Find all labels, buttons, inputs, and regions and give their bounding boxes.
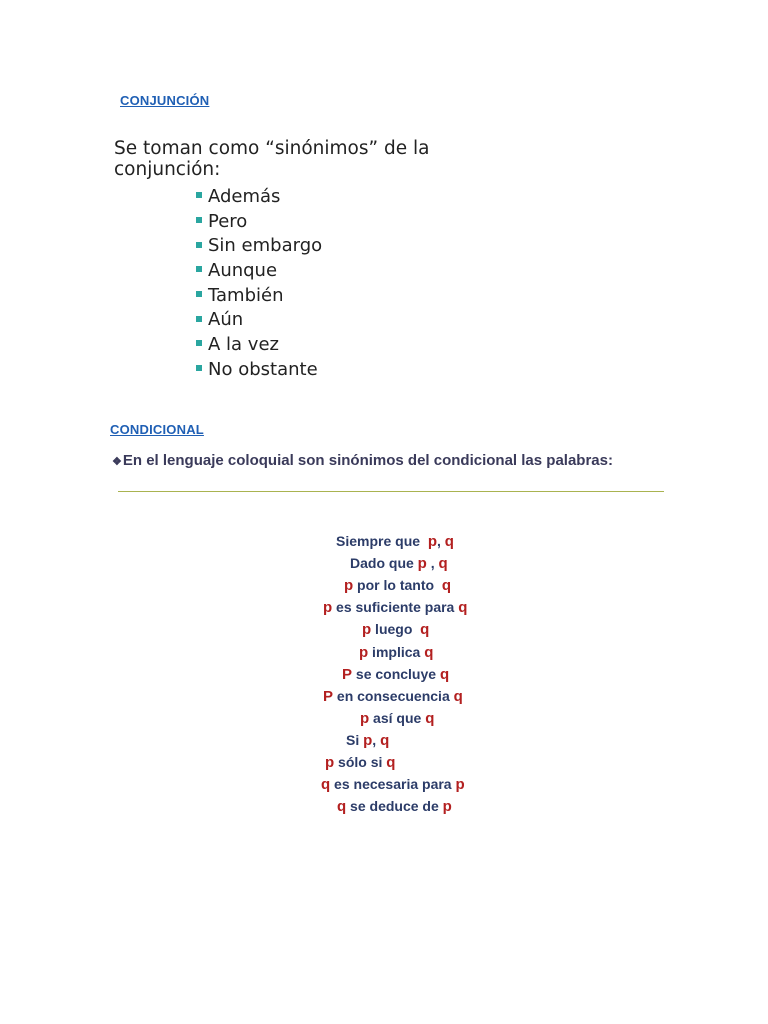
synonym-text: en consecuencia xyxy=(333,687,454,704)
conjuncion-intro-text: Se toman como “sinónimos” de la conjunción: xyxy=(114,138,430,180)
square-bullet-icon xyxy=(196,365,202,371)
condicional-synonym-row xyxy=(359,643,433,662)
synonym-text: Dado que xyxy=(350,555,418,572)
condicional-synonym-row xyxy=(337,797,452,816)
variable-symbol: p xyxy=(344,577,354,595)
variable-symbol: q xyxy=(424,643,434,661)
square-bullet-icon xyxy=(196,291,202,297)
variable-symbol: q xyxy=(439,665,450,683)
synonym-text: , xyxy=(426,555,439,572)
conjuncion-item-label: También xyxy=(208,284,284,306)
variable-symbol: P xyxy=(323,687,334,705)
variable-symbol: p xyxy=(363,731,373,749)
condicional-synonym-row xyxy=(346,731,389,750)
condicional-synonym-row xyxy=(362,620,429,639)
conjuncion-list-item xyxy=(196,259,444,284)
conjuncion-list-item xyxy=(196,358,444,383)
condicional-synonym-row xyxy=(323,687,463,706)
synonym-text: así que xyxy=(369,709,426,726)
synonym-text: por lo tanto xyxy=(353,577,442,594)
conjuncion-list-item xyxy=(196,210,444,235)
conjuncion-item-label: No obstante xyxy=(208,358,318,380)
variable-symbol: q xyxy=(386,754,396,771)
conjuncion-item-label: A la vez xyxy=(208,334,279,356)
variable-symbol: q xyxy=(337,798,347,816)
synonym-text: se deduce de xyxy=(346,798,443,815)
synonym-text: implica xyxy=(368,643,425,660)
condicional-heading-link[interactable]: CONDICIONAL xyxy=(110,422,204,437)
synonym-text: es necesaria para xyxy=(330,776,456,793)
conjuncion-item-label: Aunque xyxy=(208,260,278,282)
variable-symbol: q xyxy=(380,731,390,749)
synonym-text: Si xyxy=(346,731,364,748)
conjuncion-list-item xyxy=(196,333,444,358)
diamond-bullet-icon: ❖ xyxy=(112,456,122,468)
variable-symbol: p xyxy=(362,621,372,639)
synonym-text: Siempre que xyxy=(336,533,428,549)
divider-line xyxy=(118,491,664,492)
condicional-synonym-row xyxy=(350,554,448,573)
conjuncion-item-label: Aún xyxy=(208,309,244,331)
synonym-text: se concluye xyxy=(352,665,440,682)
synonym-text: , xyxy=(436,533,445,549)
conjuncion-item-label: Sin embargo xyxy=(208,235,323,257)
condicional-synonym-row xyxy=(344,576,451,595)
square-bullet-icon xyxy=(196,340,202,346)
condicional-synonym-row xyxy=(321,775,465,794)
variable-symbol: p xyxy=(427,533,437,550)
square-bullet-icon xyxy=(196,242,202,248)
conjuncion-item-label: Además xyxy=(208,186,281,207)
conjuncion-list-item xyxy=(196,234,444,259)
variable-symbol: q xyxy=(444,533,454,550)
synonym-text: luego xyxy=(371,621,421,638)
variable-symbol: q xyxy=(438,555,448,573)
variable-symbol: p xyxy=(442,798,452,816)
variable-symbol: p xyxy=(455,776,465,794)
variable-symbol: p xyxy=(325,754,335,771)
conjuncion-list-item xyxy=(196,185,444,210)
conjuncion-list-item xyxy=(196,284,444,309)
variable-symbol: p xyxy=(359,643,369,661)
variable-symbol: q xyxy=(420,621,430,639)
synonym-text: sólo si xyxy=(334,754,387,770)
condicional-intro-text: En el lenguaje coloquial son sinónimos del condicional las palabras: xyxy=(122,452,613,469)
square-bullet-icon xyxy=(196,217,202,223)
synonym-text: es suficiente para xyxy=(332,599,459,616)
conjuncion-item-label: Pero xyxy=(208,210,248,232)
condicional-synonym-row xyxy=(360,709,434,728)
conjuncion-slide xyxy=(114,138,444,383)
square-bullet-icon xyxy=(196,266,202,272)
variable-symbol: p xyxy=(323,599,333,617)
variable-symbol: q xyxy=(453,687,463,705)
condicional-intro xyxy=(112,452,613,469)
variable-symbol: q xyxy=(441,577,451,595)
conjuncion-heading-link[interactable]: CONJUNCIÓN xyxy=(120,93,210,108)
variable-symbol: q xyxy=(425,709,435,727)
variable-symbol: p xyxy=(360,709,370,727)
variable-symbol: q xyxy=(321,776,331,794)
conjuncion-list-item xyxy=(196,308,444,333)
conjuncion-synonym-list xyxy=(196,185,444,383)
synonym-text: , xyxy=(372,731,381,748)
variable-symbol: p xyxy=(417,555,427,573)
square-bullet-icon xyxy=(196,316,202,322)
condicional-synonym-row xyxy=(342,665,449,684)
condicional-synonym-row xyxy=(325,753,395,772)
condicional-synonym-row xyxy=(323,598,467,617)
square-bullet-icon xyxy=(196,192,202,198)
variable-symbol: q xyxy=(458,599,468,617)
condicional-synonym-row xyxy=(336,532,454,551)
variable-symbol: P xyxy=(342,665,353,683)
